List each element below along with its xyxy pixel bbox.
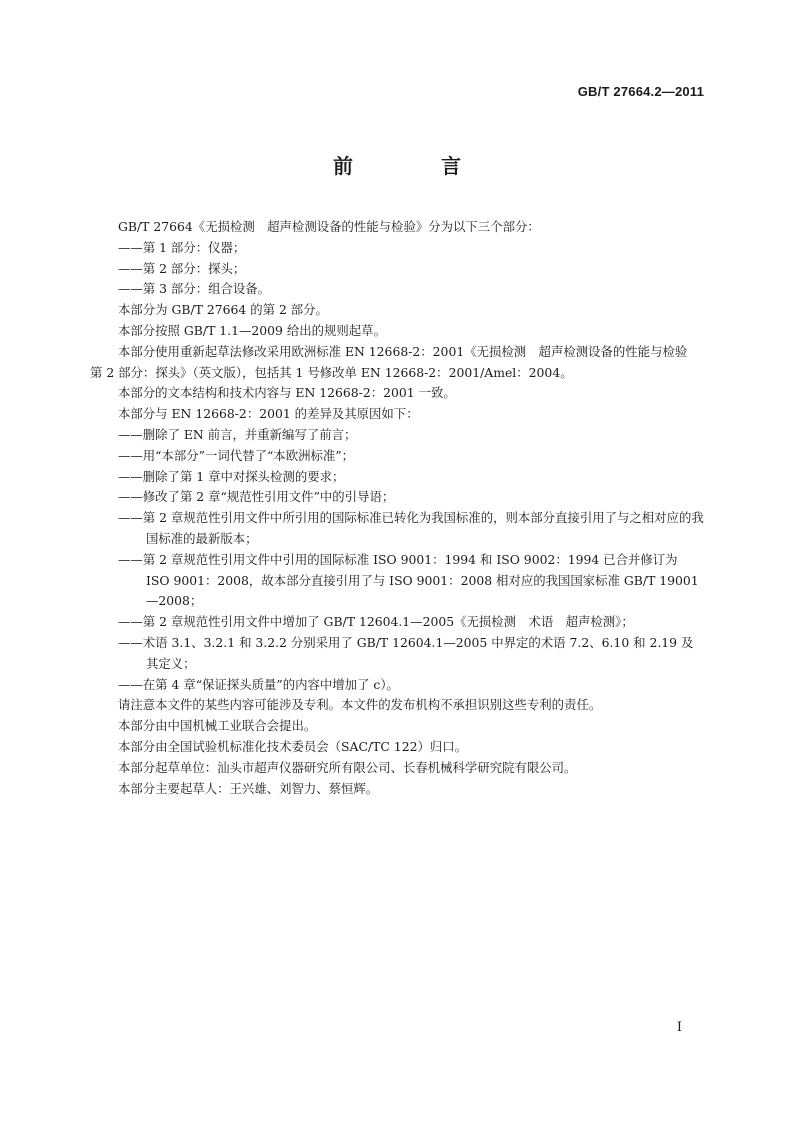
paragraph: 本部分的文本结构和技术内容与 EN 12668-2：2001 一致。: [118, 385, 456, 401]
page-number: I: [676, 1020, 682, 1035]
list-item: ——第 1 部分：仪器；: [118, 239, 246, 255]
paragraph: 本部分由中国机械工业联合会提出。: [118, 718, 317, 734]
list-item: ——删除了第 1 章中对探头检测的要求；: [118, 468, 345, 484]
paragraph: 本部分按照 GB/T 1.1—2009 给出的规则起草。: [118, 322, 386, 338]
list-item: ——第 2 章规范性引用文件中增加了 GB/T 12604.1—2005《无损检测 术语 超声检测》；: [118, 614, 634, 630]
paragraph: GB/T 27664《无损检测 超声检测设备的性能与检验》分为以下三个部分：: [118, 219, 540, 234]
page-title: 前 言: [333, 154, 495, 178]
paragraph: 本部分主要起草人：王兴雄、刘智力、蔡恒辉。: [118, 780, 379, 796]
list-item: ——第 2 部分：探头；: [118, 260, 246, 276]
paragraph: 本部分由全国试验机标准化技术委员会（SAC/TC 122）归口。: [118, 738, 468, 754]
list-item: ——第 2 章规范性引用文件中引用的国际标准 ISO 9001：1994 和 ISO 9002：1994 已合并修订为 ISO 9001：2008，故本部分直接引用了与 ISO 9001：2008 相对应的我国国家标准 GB/T 19001—2008；: [118, 551, 699, 609]
list-item: ——第 2 章规范性引用文件中所引用的国际标准已转化为我国标准的，则本部分直接引用了与之相对应的我国标准的最新版本；: [118, 510, 704, 546]
list-item: ——修改了第 2 章“规范性引用文件”中的引导语；: [118, 489, 395, 505]
paragraph: 本部分使用重新起草法修改采用欧洲标准 EN 12668-2：2001《无损检测 超声检测设备的性能与检验 第 2 部分：探头》（英文版），包括其 1 号修改单 EN 12668-2：2001/Amel：2004。: [90, 343, 700, 380]
list-item: ——在第 4 章“保证探头质量”的内容中增加了 c）。: [118, 676, 399, 692]
paragraph: 本部分起草单位：汕头市超声仪器研究所有限公司、长春机械科学研究院有限公司。: [118, 759, 577, 775]
foreword-body: [90, 217, 704, 799]
paragraph: 本部分与 EN 12668-2：2001 的差异及其原因如下：: [118, 406, 419, 422]
list-item: ——第 3 部分：组合设备。: [118, 281, 271, 297]
list-item: ——删除了 EN 前言，并重新编写了前言；: [118, 426, 357, 442]
paragraph: 请注意本文件的某些内容可能涉及专利。本文件的发布机构不承担识别这些专利的责任。: [118, 697, 602, 713]
paragraph: 本部分为 GB/T 27664 的第 2 部分。: [118, 302, 328, 318]
standard-number: GB/T 27664.2—2011: [577, 84, 704, 99]
list-item: ——术语 3.1、3.2.1 和 3.2.2 分别采用了 GB/T 12604.1—2005 中界定的术语 7.2、6.10 和 2.19 及其定义；: [118, 634, 694, 671]
list-item: ——用“本部分”一词代替了“本欧洲标准”；: [118, 447, 354, 463]
